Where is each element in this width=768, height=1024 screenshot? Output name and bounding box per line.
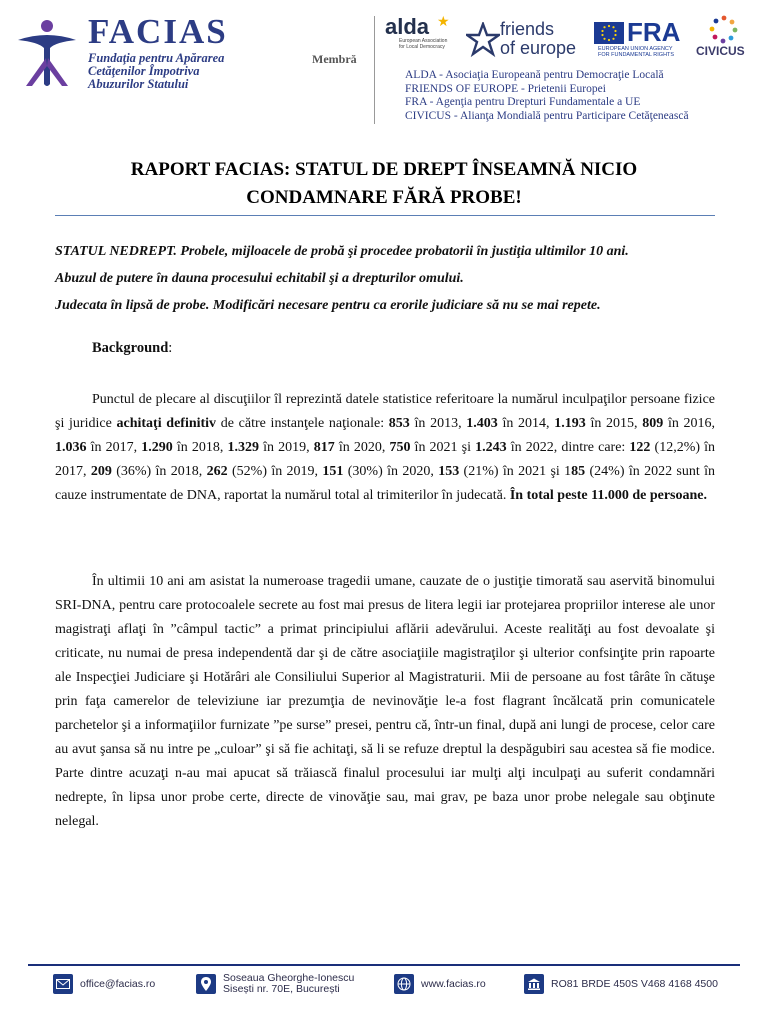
email-link[interactable]: office@facias.ro (80, 977, 156, 990)
star-icon: ★ (437, 15, 450, 30)
intro-line: Judecata în lipsă de probe. Modificări necesare pentru ca erorile judiciare să nu se mai repete. (55, 298, 601, 313)
background-heading-text: Background (92, 340, 169, 356)
org-subtitle-line: Cetăţenilor Împotriva (88, 64, 200, 78)
fra-tagline-line: EUROPEAN UNION AGENCY (598, 46, 673, 52)
facias-logo-icon (16, 18, 78, 90)
membership-item: CIVICUS - Alianţa Mondială pentru Participare Cetăţenească (405, 109, 689, 122)
paragraph-tragedies (55, 570, 715, 834)
mail-icon (53, 974, 73, 994)
paragraph-text: Punctul de plecare al discuţiilor îl reprezintă datele statistice referitoare la numărul inculpaţilor persoane fizice şi juridice achitaţi definitiv de către instanţele naţionale: 853 în 2013, 1.403 în 2014, 1.193 în 2015, 809 în 2016, 1.036 în 2017, 1.290 în 2018, 1.329 în 2019, 817 în 2020, 750 în 2021 şi 1.243 în 2022, dintre care: 122 (12,2%) în 2017, 209 (36%) în 2018, 262 (52%) în 2019, 151 (30%) în 2020, 153 (21%) în 2021 şi 185 (24%) în 2022 sunt în cauze instrumentate de DNA, raportat la numărul total al trimiterilor în judecată. În total peste 11.000 de persoane. (55, 392, 716, 503)
bank-icon (524, 974, 544, 994)
intro-summary (55, 238, 725, 319)
intro-line: Abuzul de putere în dauna procesului echitabil şi a drepturilor omului. (55, 271, 464, 286)
foe-line: of europe (500, 38, 577, 58)
membership-item: ALDA - Asociaţia Europeană pentru Democraţie Locală (405, 69, 664, 81)
document-title (60, 156, 708, 212)
foe-line: friends (500, 19, 555, 39)
footer-bank-account (524, 974, 718, 994)
eu-stars-icon (594, 22, 624, 44)
membership-list (405, 69, 689, 123)
paragraph-statistics (55, 388, 715, 508)
civicus-wordmark: CIVICUS (696, 44, 745, 58)
org-subtitle-line: Fundaţia pentru Apărarea (88, 51, 225, 65)
address-line: Soseaua Gheorghe-Ionescu (223, 972, 355, 984)
footer-divider (28, 964, 740, 966)
alda-logo (385, 16, 455, 60)
intro-line: STATUL NEDREPT. Probele, mijloacele de probă şi procedee probatorii în justiţia ultimilor 10 ani. (55, 244, 629, 259)
title-line: RAPORT FACIAS: STATUL DE DREPT ÎNSEAMNĂ NICIO (130, 159, 638, 180)
website-link[interactable]: www.facias.ro (421, 977, 486, 990)
footer-website[interactable] (394, 974, 486, 994)
civicus-circle-icon (709, 14, 739, 44)
fra-logo (594, 17, 704, 62)
footer-address (196, 974, 354, 994)
iban-text: RO81 BRDE 450S V468 4168 4500 (551, 977, 718, 990)
address-line: Sisești nr. 70E, București (223, 983, 340, 995)
letterhead (0, 0, 768, 130)
friends-of-europe-logo (466, 20, 584, 60)
alda-tagline-line: European Association (399, 38, 448, 44)
alda-tagline (399, 38, 455, 50)
footer-email[interactable] (53, 974, 155, 994)
location-pin-icon (196, 974, 216, 994)
paragraph-text: În ultimii 10 ani am asistat la numeroase tragedii umane, cauzate de o justiţie timorată sau aservită binomului SRI-DNA, pentru care protocoalele secrete au fost mai presus de litera legii iar protejarea propriilor interese ale unor magistraţi aflaţi în ”câmpul tactic” a primat principiului aflării adevărului. Aceste realităţi au fost devoalate şi criticate, nu numai de presa independentă dar şi de către asociaţiile magistraţilor şi ulterior confsinţite prin rapoarte ale Inspecţiei Judiciare şi Hotărâri ale Consiliului Superior al Magistraturii. Mii de persoane au fost târâte în cătuşe prin faţa camerelor de televiziune iar prezumţia de nevinovăţie le-a fost flagrant încălcată prin comunicatele parchetelor şi a informaţiilor furnizate ”pe surse” presei, pentru că, într-un final, după ani lungi de procese, celor care au avut şansa să nu intre pe „culoar” şi să fie achitaţi, să li se refuze dreptul la despăgubiri sau acestea să fie modice. Parte dintre acuzaţi n-au mai apucat să trăiască finalul procesului iar mulţi alţi inculpaţi au suferit condamnări nedrepte, în lipsa unor probe certe, directe de vinovăţie sau, mai grav, pe baza unor probe nelegale sau obţinute nelegal. (55, 574, 715, 829)
star-outline-icon (466, 22, 500, 58)
header-divider (374, 16, 375, 124)
org-name: FACIAS (88, 12, 228, 51)
org-subtitle (88, 52, 224, 91)
civicus-logo (694, 14, 754, 62)
eu-flag-icon (594, 22, 624, 44)
globe-icon (394, 974, 414, 994)
fra-tagline-line: FOR FUNDAMENTAL RIGHTS (598, 52, 675, 58)
title-line: CONDAMNARE FĂRĂ PROBE! (246, 187, 522, 208)
title-divider (55, 215, 715, 216)
alda-wordmark: alda (385, 14, 430, 39)
fra-wordmark: FRA (627, 17, 681, 47)
membra-label: Membră (312, 52, 357, 66)
org-subtitle-line: Abuzurilor Statului (88, 77, 189, 91)
address-text (223, 973, 354, 995)
membership-item: FRA - Agenţia pentru Drepturi Fundamentale a UE (405, 96, 641, 108)
membership-item: FRIENDS OF EUROPE - Prietenii Europei (405, 82, 606, 95)
section-heading-background: Background: (92, 340, 173, 356)
friends-of-europe-wordmark (500, 20, 576, 58)
alda-tagline-line: for Local Democracy (399, 44, 445, 50)
fra-tagline (598, 46, 674, 58)
